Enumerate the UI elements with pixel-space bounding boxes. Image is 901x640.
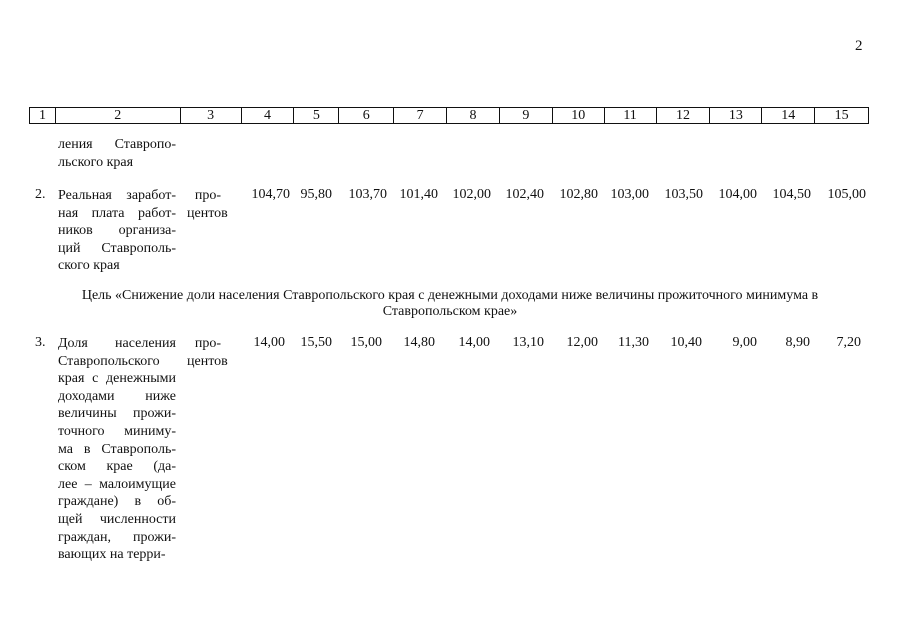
text-line: Ставропольского <box>58 353 160 369</box>
value-cell: 13,10 <box>512 335 544 350</box>
unit-line: центов <box>187 205 228 221</box>
text-line: Реальная заработ- <box>58 188 176 203</box>
text-line: ная плата работ- <box>58 205 176 221</box>
goal-heading <box>40 288 860 320</box>
text-line: ления Ставропо- <box>58 137 176 152</box>
value-cell: 103,50 <box>664 187 703 202</box>
text-line: льского края <box>58 154 134 170</box>
indicator-name <box>58 335 176 564</box>
value-cell: 15,00 <box>350 335 382 350</box>
text-line: Ставропольском крае» <box>382 304 518 319</box>
value-cell: 101,40 <box>399 187 438 202</box>
value-cell: 7,20 <box>836 335 861 350</box>
unit-line: центов <box>187 353 228 369</box>
value-cell: 15,50 <box>300 335 332 350</box>
value-cell: 10,40 <box>670 335 702 350</box>
text-line: доходами ниже <box>58 388 176 404</box>
text-line: ций Ставрополь- <box>58 240 176 256</box>
header-cell: 12 <box>657 108 711 123</box>
header-cell: 11 <box>605 108 657 123</box>
text-line: лее – малоимущие <box>58 476 176 492</box>
unit-cell <box>187 335 231 370</box>
unit-line: про- <box>194 188 221 203</box>
indicator-name <box>58 187 176 275</box>
header-cell: 4 <box>242 108 295 123</box>
value-cell: 9,00 <box>732 335 757 350</box>
header-cell: 5 <box>294 108 339 123</box>
text-line: щей численности <box>58 511 176 527</box>
text-line: ского края <box>58 258 120 274</box>
header-cell: 3 <box>181 108 242 123</box>
row-number: 2. <box>35 187 46 202</box>
value-cell: 11,30 <box>618 335 649 350</box>
value-cell: 95,80 <box>300 187 332 202</box>
value-cell: 14,80 <box>403 335 435 350</box>
value-cell: 102,40 <box>505 187 544 202</box>
header-cell: 13 <box>710 108 762 123</box>
text-line: вающих на терри- <box>58 547 166 563</box>
value-cell: 102,00 <box>452 187 491 202</box>
text-line: края с денежными <box>58 371 176 387</box>
text-line: величины прожи- <box>58 406 176 422</box>
table-header-row <box>29 107 869 124</box>
value-cell: 104,50 <box>772 187 811 202</box>
value-cell: 102,80 <box>559 187 598 202</box>
unit-cell <box>187 187 231 222</box>
value-cell: 104,00 <box>718 187 757 202</box>
text-line: ма в Ставрополь- <box>58 441 176 457</box>
header-cell: 8 <box>447 108 500 123</box>
value-cell: 105,00 <box>827 187 866 202</box>
unit-line: про- <box>194 336 221 351</box>
header-cell: 10 <box>553 108 605 123</box>
header-cell: 14 <box>762 108 815 123</box>
text-line: Доля населения <box>58 336 176 351</box>
header-cell: 1 <box>30 108 56 123</box>
value-cell: 104,70 <box>251 187 290 202</box>
value-cell: 12,00 <box>566 335 598 350</box>
value-cell: 103,70 <box>348 187 387 202</box>
text-line: Цель «Снижение доли населения Ставропольского края с денежными доходами ниже величины прожиточного минимума в <box>81 288 819 303</box>
value-cell: 14,00 <box>458 335 490 350</box>
page-number: 2 <box>855 38 863 54</box>
text-line: точного миниму- <box>58 423 176 439</box>
text-line: граждан, прожи- <box>58 529 176 545</box>
header-cell: 6 <box>339 108 394 123</box>
text-line: ском крае (да- <box>58 459 176 475</box>
value-cell: 8,90 <box>785 335 810 350</box>
value-cell: 14,00 <box>253 335 285 350</box>
row-number: 3. <box>35 335 46 350</box>
value-cell: 103,00 <box>610 187 649 202</box>
text-line: ников организа- <box>58 223 176 239</box>
header-cell: 2 <box>56 108 181 123</box>
continuation-text <box>58 136 176 171</box>
header-cell: 7 <box>394 108 447 123</box>
header-cell: 9 <box>500 108 553 123</box>
header-cell: 15 <box>834 108 849 123</box>
text-line: граждане) в об- <box>58 494 176 510</box>
